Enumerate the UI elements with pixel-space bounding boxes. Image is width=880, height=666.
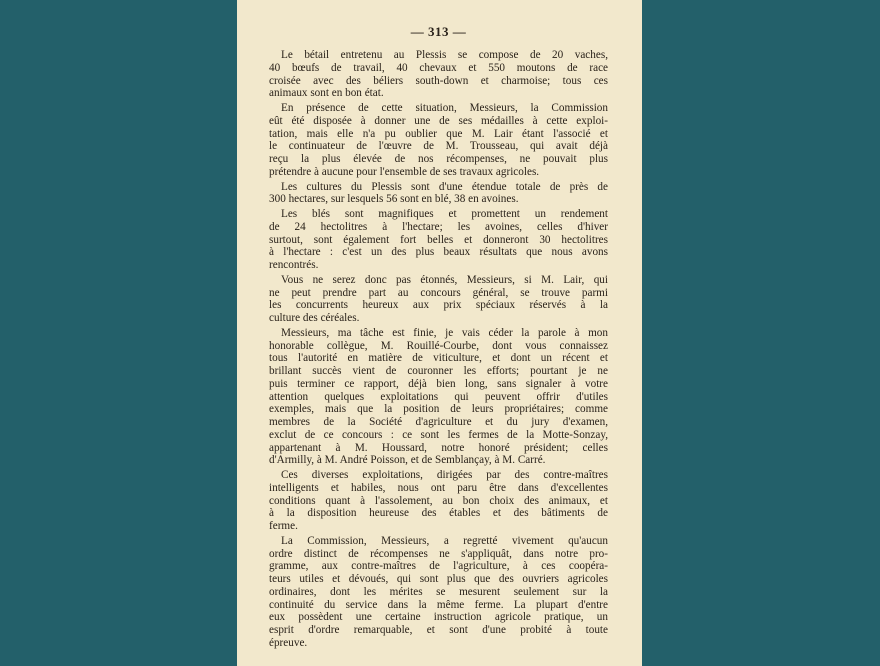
text-line: esprit d'ordre remarquable, et sont d'une probité à toute xyxy=(269,624,608,636)
text-line: de 24 hectolitres à l'hectare; les avoines, celles d'hiver xyxy=(269,220,608,233)
text-line: culture des céréales. xyxy=(269,312,360,324)
text-line: brillant succès vient de couronner les efforts; pourtant je ne xyxy=(269,365,608,377)
text-line: exemples, mais que la position de leurs propriétaires; comme xyxy=(269,403,608,416)
page-number: — 313 — xyxy=(410,24,467,39)
text-line: ordinaires, dont les mérites se mesurent seulement sur la xyxy=(269,585,608,598)
text-line: Ces diverses exploitations, dirigées par des contre-maîtres xyxy=(281,469,608,481)
text-line: Les blés sont magnifiques et promettent un rendement xyxy=(281,208,608,220)
text-line: ne peut prendre part au concours général, se trouve parmi xyxy=(269,286,608,299)
text-line: reçu la plus élevée de nos récompenses, ne pouvait plus xyxy=(269,153,608,165)
text-line: eût été disposée à donner une de ses médailles à cette exploi- xyxy=(269,114,608,127)
paragraph xyxy=(269,469,608,533)
paragraph xyxy=(269,102,608,179)
text-line: croisée avec des béliers south-down et charmoise; tous ces xyxy=(269,74,608,87)
body-text xyxy=(269,49,608,650)
text-line: animaux sont en bon état. xyxy=(269,87,384,100)
text-line: les concurrents heureux aux prix spéciaux réservés à la xyxy=(269,299,608,312)
text-line: En présence de cette situation, Messieurs, la Commission xyxy=(281,102,608,114)
text-line: teurs utiles et dévoués, qui sont plus que des ouvriers agricoles xyxy=(269,573,608,585)
text-line: Les cultures du Plessis sont d'une étendue totale de près de xyxy=(281,180,608,193)
paragraph xyxy=(269,208,608,272)
text-line: tous l'autorité en matière de viticulture, et dont un récent et xyxy=(269,352,608,365)
text-line: membres de la Société d'agriculture et du jury d'examen, xyxy=(269,416,608,428)
text-line: ferme. xyxy=(269,520,298,532)
text-line: 40 bœufs de travail, 40 chevaux et 550 moutons de race xyxy=(269,61,608,74)
paragraph xyxy=(269,49,608,100)
document-page xyxy=(237,0,642,666)
text-line: intelligents et habiles, nous ont paru être dans d'excellentes xyxy=(269,481,608,494)
text-line: Messieurs, ma tâche est finie, je vais céder la parole à mon xyxy=(281,326,608,339)
text-line: Vous ne serez donc pas étonnés, Messieurs, si M. Lair, qui xyxy=(281,273,608,286)
paragraph xyxy=(269,274,608,325)
text-line: épreuve. xyxy=(269,636,308,649)
text-line: continuité du service dans la même ferme. La plupart d'entre xyxy=(269,598,608,611)
text-line: puis terminer ce rapport, déjà bien long, sans signaler à votre xyxy=(269,377,608,390)
text-line: à la disposition heureuse des étables et des bâtiments de xyxy=(269,507,608,520)
paragraph xyxy=(269,327,608,467)
text-line: à l'hectare : c'est un des plus beaux résultats que nous avons xyxy=(269,246,608,259)
text-line: Le bétail entretenu au Plessis se compose de 20 vaches, xyxy=(281,49,608,61)
text-line: rencontrés. xyxy=(269,259,319,271)
text-line: d'Armilly, à M. André Poisson, et de Semblançay, à M. Carré. xyxy=(269,454,546,467)
paragraph xyxy=(269,181,608,207)
text-line: 300 hectares, sur lesquels 56 sont en blé, 38 en avoines. xyxy=(269,193,519,206)
text-line: ordre distinct de récompenses ne s'appliquât, dans notre pro- xyxy=(269,547,608,560)
text-line: attention quelques exploitations qui peuvent offrir d'utiles xyxy=(269,390,608,403)
text-line: le continuateur de l'œuvre de M. Trousseau, qui avait déjà xyxy=(269,140,608,153)
text-line: tation, mais elle n'a pu oublier que M. Lair étant l'associé et xyxy=(269,127,608,140)
paragraph xyxy=(269,535,608,650)
text-line: prétendre à aucune pour l'ensemble de ses travaux agricoles. xyxy=(269,165,540,178)
text-line: surtout, sont également fort belles et donneront 30 hectolitres xyxy=(269,233,608,246)
text-line: honorable collègue, M. Rouillé-Courbe, dont vous connaissez xyxy=(269,339,608,352)
text-line: conditions quant à l'assolement, au bon choix des animaux, et xyxy=(269,494,608,507)
text-line: appartenant à M. Houssard, notre honoré président; celles xyxy=(269,441,608,454)
text-line: La Commission, Messieurs, a regretté vivement qu'aucun xyxy=(281,534,608,547)
text-line: exclut de ce concours : ce sont les fermes de la Motte-Sonzay, xyxy=(269,428,608,441)
text-line: gramme, aux contre-maîtres de l'agriculture, à ces coopéra- xyxy=(269,560,608,573)
text-line: eux possèdent une certaine instruction agricole pratique, un xyxy=(269,611,608,624)
